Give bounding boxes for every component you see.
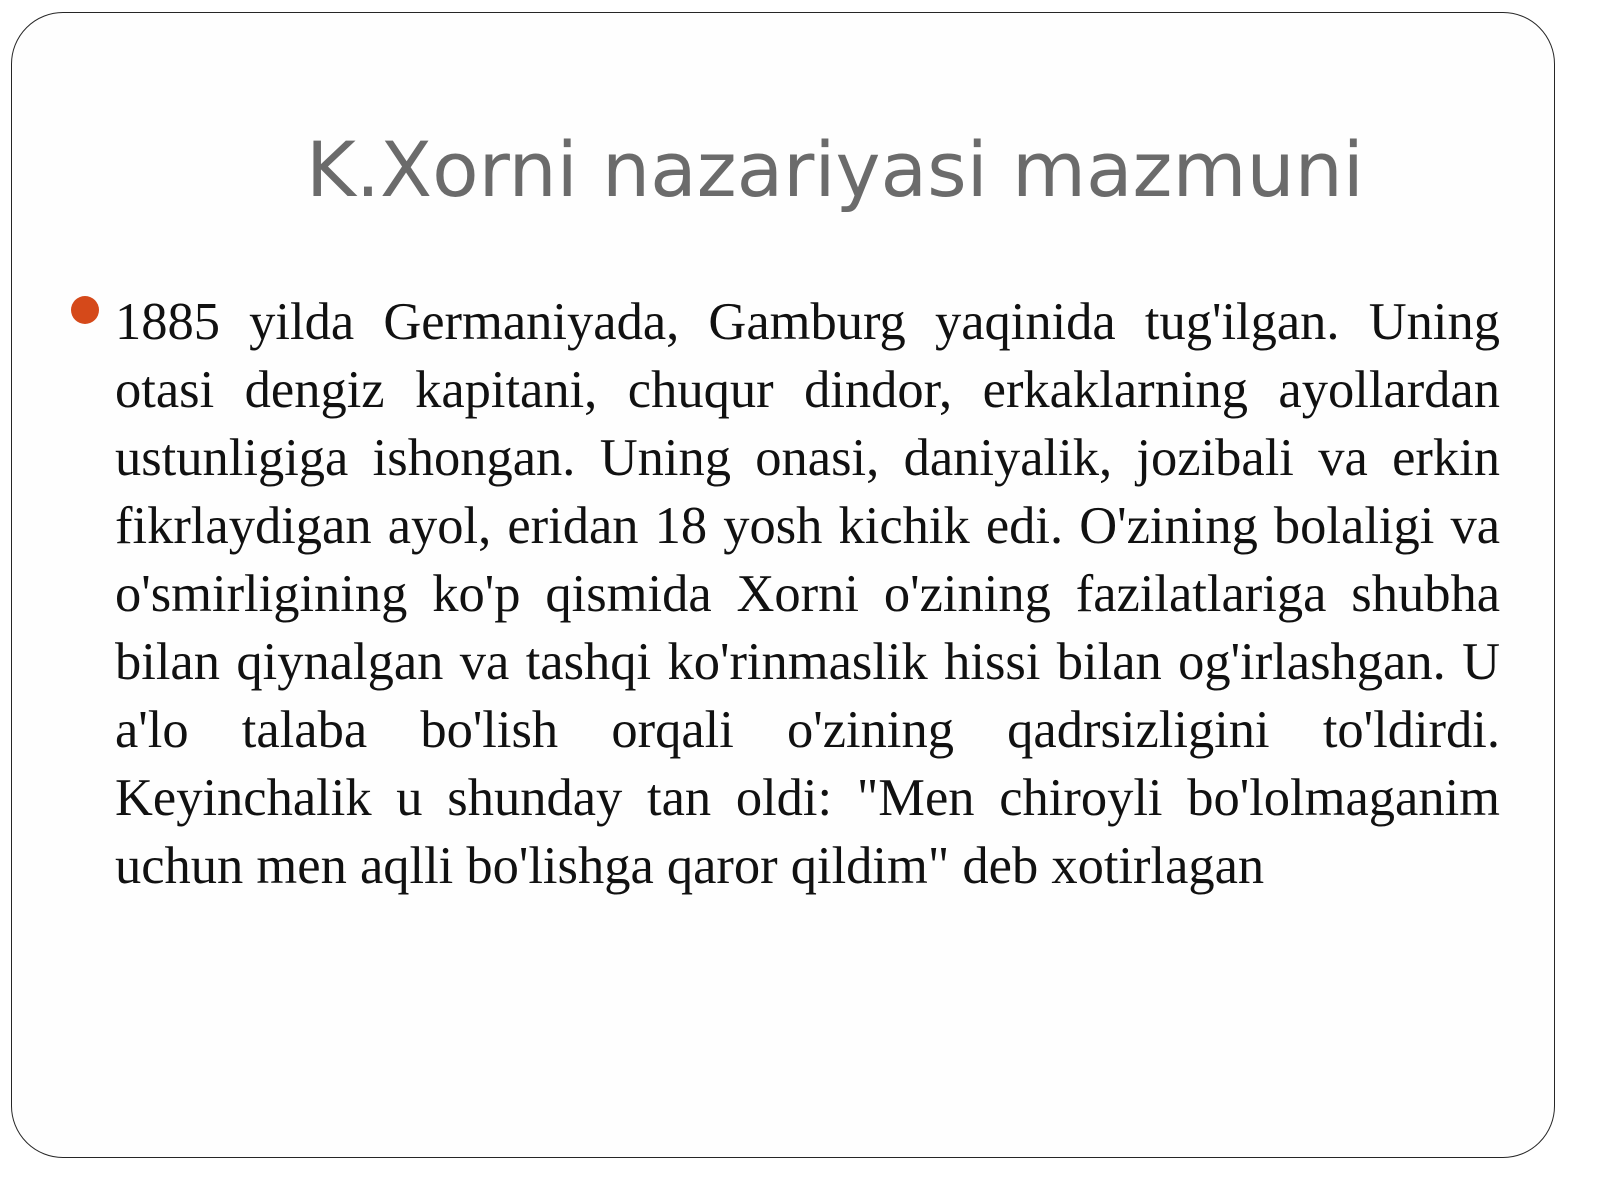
bullet-item: [115, 288, 1500, 900]
slide-title: K.Xorni nazariyasi mazmuni: [306, 125, 1364, 214]
bullet-dot-icon: [71, 296, 99, 324]
bullet-paragraph: 1885 yilda Germaniyada, Gamburg yaqinida tug'ilgan. Uning otasi dengiz kapitani, chuqur dindor, erkaklarning ayollardan ustunligiga ishongan. Uning onasi, daniyalik, jozibali va erkin fikrlaydigan ayol, eridan 18 yosh kichik edi. O'zining bolaligi va o'smirligining ko'p qismida Xorni o'zining fazilatlariga shubha bilan qiynalgan va tashqi ko'rinmaslik hissi bilan og'irlashgan. U a'lo talaba bo'lish orqali o'zining qadrsizligini to'ldirdi. Keyinchalik u shunday tan oldi: "Men chiroyli bo'lolmaganim uchun men aqlli bo'lishga qaror qildim" deb xotirlagan: [115, 293, 1500, 895]
